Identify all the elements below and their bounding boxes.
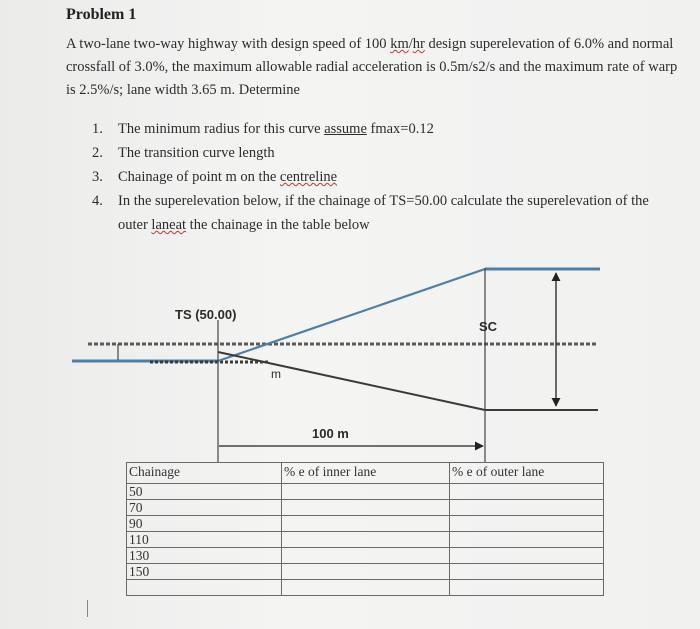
header-chainage: Chainage (127, 463, 282, 484)
chainage-cell: 150 (127, 564, 282, 580)
chainage-cell (127, 580, 282, 596)
outer-lane-cell[interactable] (450, 580, 604, 596)
inner-lane-cell[interactable] (282, 580, 450, 596)
outer-lane-cell[interactable] (450, 500, 604, 516)
outer-lane-cell[interactable] (450, 532, 604, 548)
question-item: 2. The transition curve length (92, 145, 275, 161)
length-label: 100 m (312, 426, 349, 441)
inner-lane-cell[interactable] (282, 548, 450, 564)
chainage-cell: 90 (127, 516, 282, 532)
text-cursor (87, 600, 88, 617)
chainage-cell: 70 (127, 500, 282, 516)
outer-edge-line (218, 269, 485, 361)
point-m-label: m (271, 367, 281, 381)
outer-lane-cell[interactable] (450, 484, 604, 500)
outer-lane-cell[interactable] (450, 564, 604, 580)
chainage-cell: 50 (127, 484, 282, 500)
table-row (127, 500, 604, 516)
table-row (127, 516, 604, 532)
question-item: 4. In the superelevation below, if the chainage of TS=50.00 calculate the superelevation of the outer laneat the chainage in the table below (92, 193, 649, 233)
table-row (127, 580, 604, 596)
table-row (127, 548, 604, 564)
table-row (127, 484, 604, 500)
unit-hr: hr (412, 36, 425, 52)
question-item: 1. The minimum radius for this curve assume fmax=0.12 (92, 121, 434, 137)
outer-lane-cell[interactable] (450, 516, 604, 532)
table-row (127, 564, 604, 580)
sc-label: SC (479, 319, 498, 334)
superelevation-table (126, 462, 604, 596)
question-item: 3. Chainage of point m on the centreline (92, 169, 338, 185)
inner-lane-cell[interactable] (282, 564, 450, 580)
problem-title: Problem 1 (66, 6, 137, 23)
inner-lane-cell[interactable] (282, 532, 450, 548)
header-outer-lane: % e of outer lane (450, 463, 604, 484)
outer-lane-cell[interactable] (450, 548, 604, 564)
unit-km: km (390, 36, 409, 52)
inner-lane-cell[interactable] (282, 500, 450, 516)
chainage-cell: 130 (127, 548, 282, 564)
problem-statement: A two-lane two-way highway with design speed of 100 km/hr design superelevation of 6.0% and normal crossfall of 3.0%, the maximum allowable radial acceleration is 0.5m/s2/s and the maximum rate of warp is 2.5%/s; lane width 3.65 m. Determine (66, 36, 678, 98)
chainage-cell: 110 (127, 532, 282, 548)
header-inner-lane: % e of inner lane (282, 463, 450, 484)
inner-lane-cell[interactable] (282, 484, 450, 500)
ts-label: TS (50.00) (175, 307, 237, 322)
table-row (127, 532, 604, 548)
inner-lane-cell[interactable] (282, 516, 450, 532)
inner-edge-line (218, 352, 485, 410)
